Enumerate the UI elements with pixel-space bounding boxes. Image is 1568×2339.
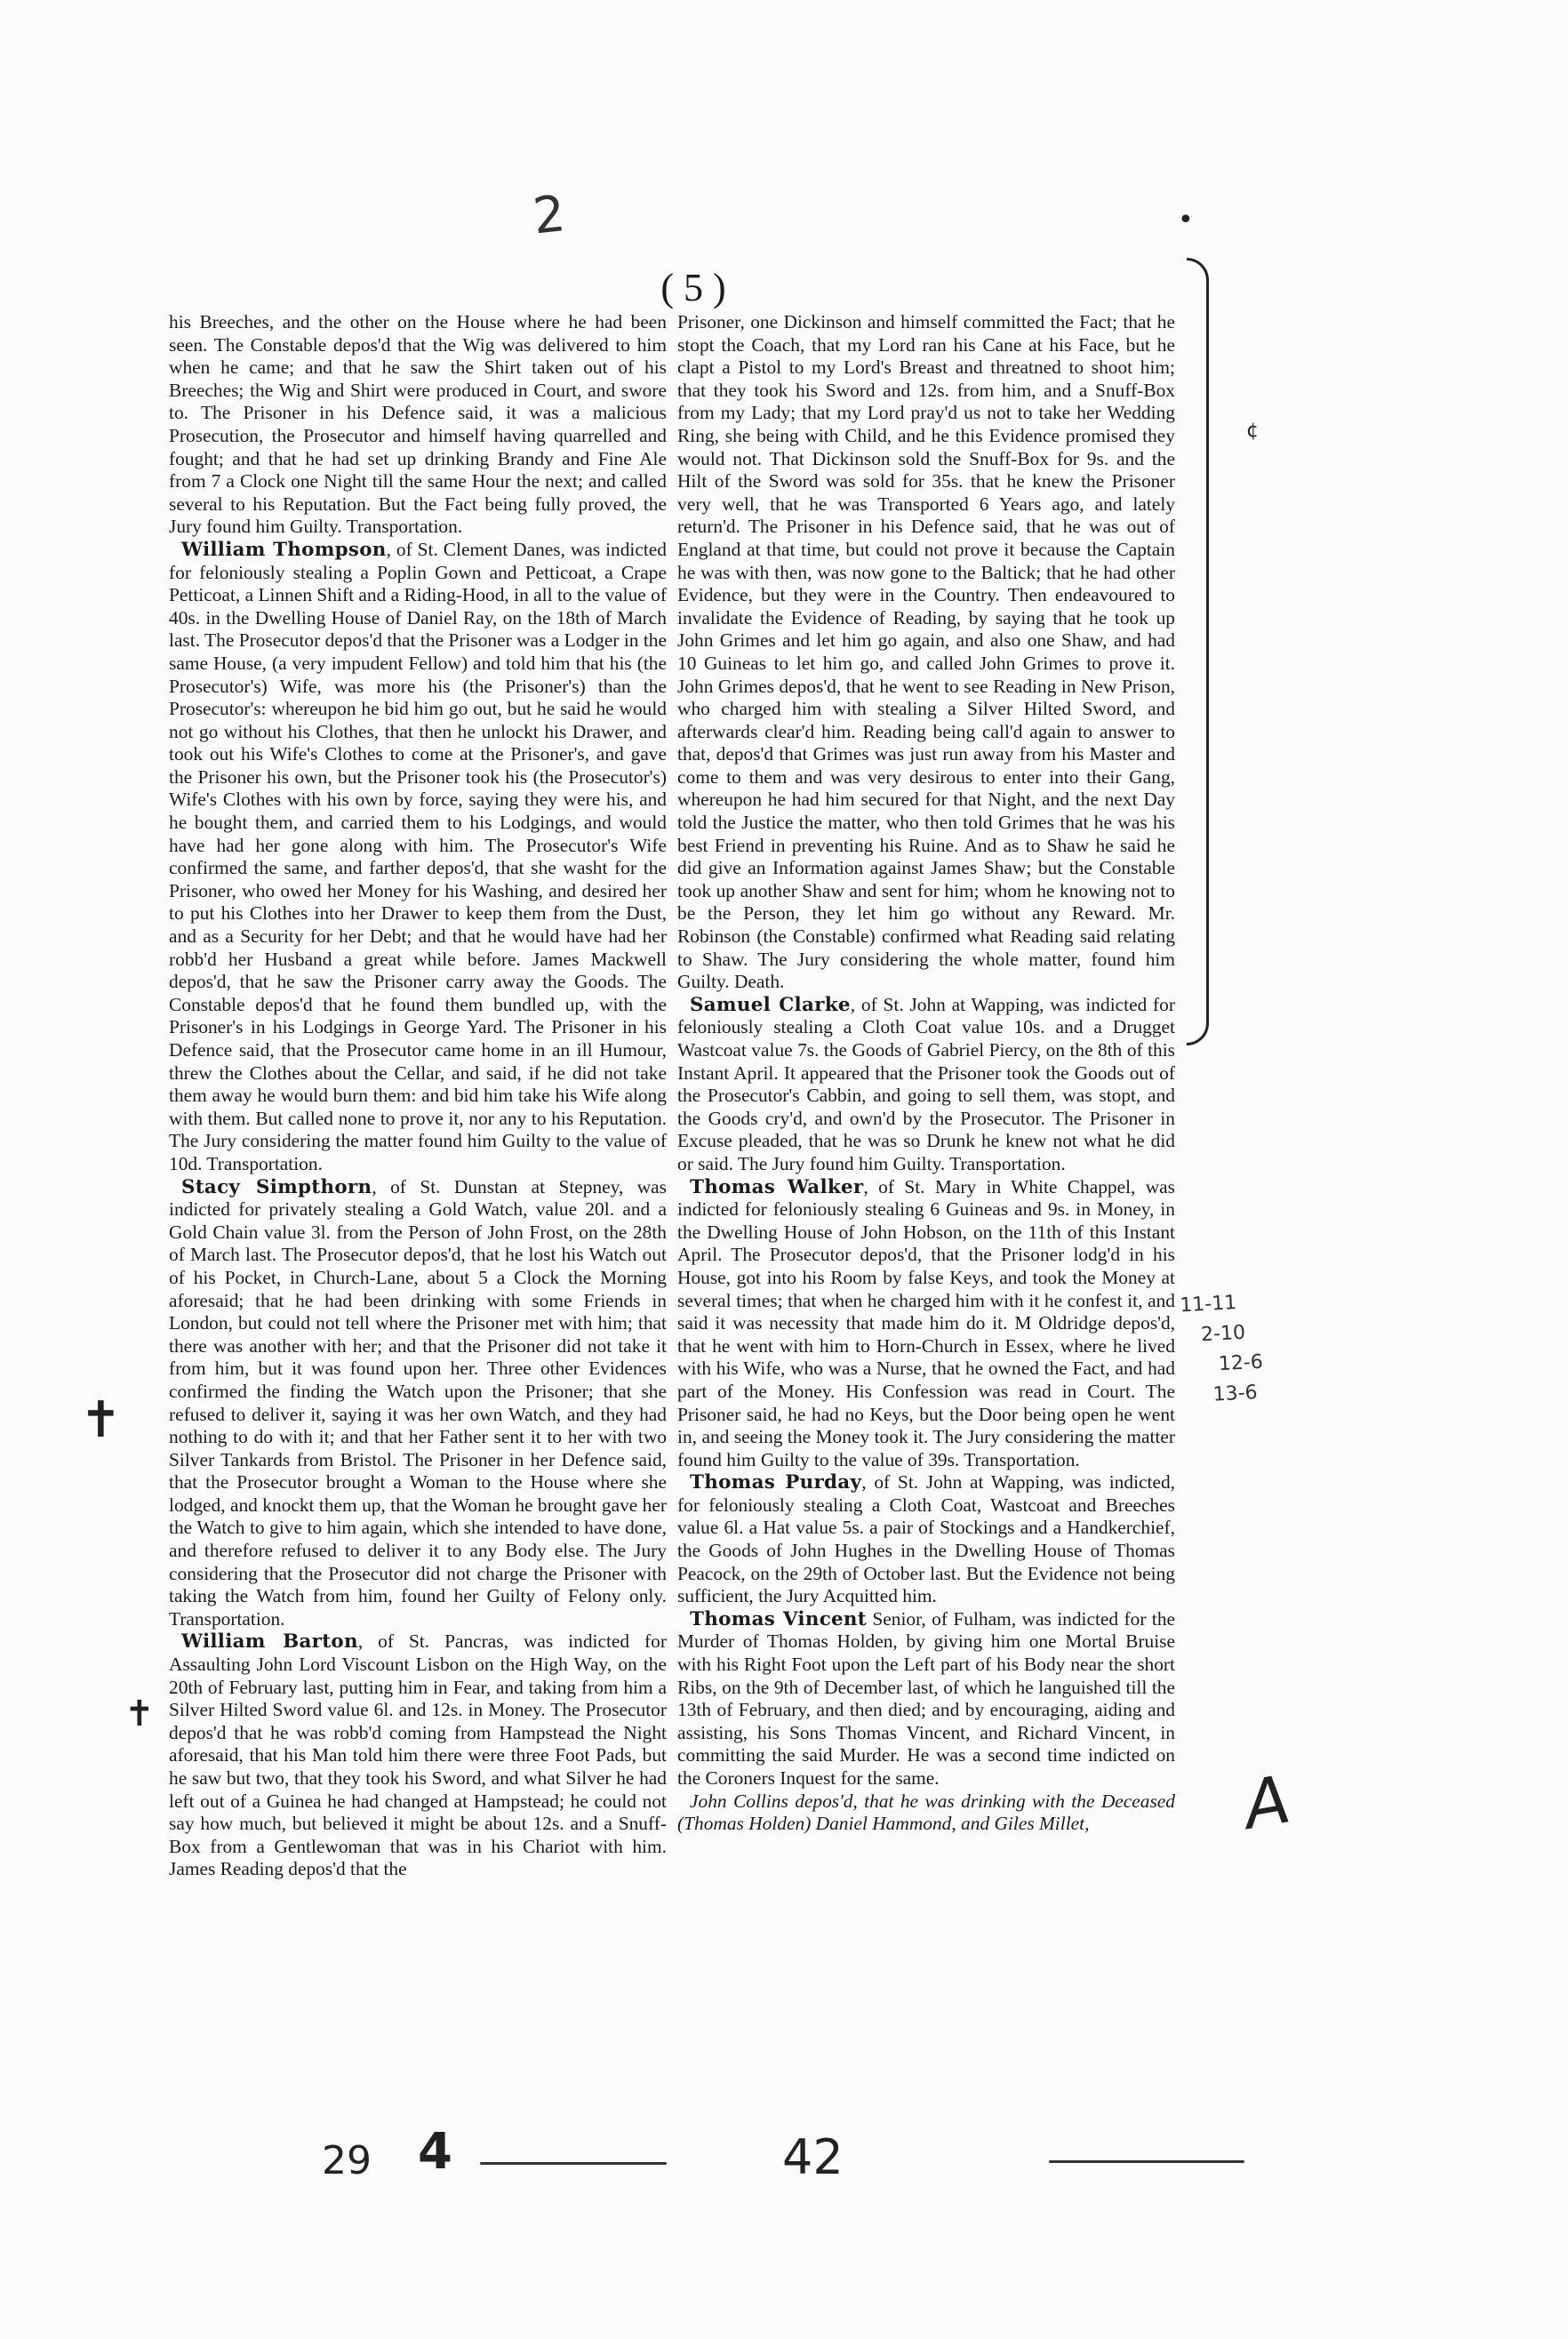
defendant-name: Thomas Vincent [690, 1607, 867, 1630]
paragraph: John Collins depos'd, that he was drinking with the Deceased (Thomas Holden) Daniel Hammond, and Giles Millet, [677, 1790, 1175, 1835]
footer-rule [1049, 2160, 1244, 2163]
entry-paragraph [677, 1608, 1175, 1790]
right-column [677, 311, 1175, 1836]
footer-rule [480, 2162, 667, 2165]
margin-figure: 13-6 [1212, 1382, 1259, 1406]
entry-text: , of St. John at Wapping, was indicted for feloniously stealing a Cloth Coat value 10s. and a Drugget Wastcoat value 7s. the Goods of Gabriel Piercy, on the 8th of this Instant April. It appeared that the Prisoner took the Goods out of the Prosecutor's Cabbin, and going to sell them, was stopt, and the Goods cry'd, and own'd by the Prosecutor. The Prisoner in Excuse pleaded, that he was so Drunk he knew not what he did or said. The Jury found him Guilty. Transportation. [677, 993, 1175, 1174]
entry-paragraph [677, 994, 1175, 1176]
paragraph: his Breeches, and the other on the House where he had been seen. The Constable depos'd that the Wig was delivered to him when he came; and that he saw the Shirt taken out of his Breeches; the Wig and Shirt were produced in Court, and swore to. The Prisoner in his Defence said, it was a malicious Prosecution, the Prosecutor and himself having quarrelled and fought; and that he had set up drinking Brandy and Fine Ale from 7 a Clock one Night till the same Hour the next; and called several to his Reputation. But the Fact being fully proved, the Jury found him Guilty. Transportation. [169, 311, 667, 538]
entry-text: , of St. Pancras, was indicted for Assaulting John Lord Viscount Lisbon on the High Way, on the 20th of February last, putting him in Fear, and taking from him a Silver Hilted Sword value 6l. and 12s. in Money. The Prosecutor depos'd that he was robb'd coming from Hampstead the Night aforesaid, that his Man told him there were three Foot Pads, but he saw but two, that they took his Sword, and what Silver he had left out of a Guinea he had changed at Hampstead; he could not say how much, but believed it might be about 12s. and a Snuff-Box from a Gentlewoman that was in his Chariot with him. James Reading depos'd that the [169, 1630, 667, 1880]
footer-mark: 4 [418, 2123, 452, 2181]
left-column [169, 311, 667, 1881]
paragraph: Prisoner, one Dickinson and himself committed the Fact; that he stopt the Coach, that my Lord ran his Cane at his Face, but he clapt a Pistol to my Lord's Breast and threatned to shoot him; that they took his Sword and 12s. from him, and a Snuff-Box from my Lady; that my Lord pray'd us not to take her Wedding Ring, she being with Child, and he this Evidence promised they would not. That Dickinson sold the Snuff-Box for 9s. and the Hilt of the Sword was sold for 35s. that he knew the Prisoner very well, that he was Transported 6 Years ago, and lately return'd. The Prisoner in his Defence said, that he was out of England at that time, but could not prove it because the Captain he was with then, was now gone to the Baltick; that he had other Evidence, but they were in the Country. Then endeavoured to invalidate the Evidence of Reading, by saying that he took up John Grimes and let him go again, and also one Shaw, and had 10 Guineas to let him go, and called John Grimes to prove it. John Grimes depos'd, that he went to see Reading in New Prison, who charged him with stealing a Silver Hilted Sword, and afterwards clear'd him. Reading being call'd again to answer to that, depos'd that Grimes was just run away from his Master and come to them and was very desirous to enter into their Gang, whereupon he had him secured for that Night, and the next Day told the Justice the matter, who then told Grimes that he was his best Friend in preventing his Ruine. And as to Shaw he said he did give an Information against James Shaw; but the Constable took up another Shaw and sent for him; whom he knowing not to be the Person, they let him go without any Reward. Mr. Robinson (the Constable) confirmed what Reading said relating to Shaw. The Jury considering the whole matter, found him Guilty. Death. [677, 311, 1175, 993]
margin-bracket [1187, 258, 1209, 1045]
entry-text: , of St. Mary in White Chappel, was indicted for feloniously stealing 6 Guineas and 9s. in Money, in the Dwelling House of John Hobson, on the 11th of this Instant April. The Prosecutor depos'd, that the Prisoner lodg'd in his House, got into his Room by false Keys, and took the Money at several times; that when he charged him with it he confest it, and said it was necessity that made him do it. M Oldridge depos'd, that he went with him to Horn-Church in Essex, where he lived with his Wife, who was a Nurse, that he owned the Fact, and had part of the Money. His Confession was read in Court. The Prisoner said, he had no Keys, but the Door being open he went in, and seeing the Money took it. The Jury considering the matter found him Guilty to the value of 39s. Transportation. [677, 1175, 1175, 1470]
entry-paragraph [169, 539, 667, 1176]
top-handwritten-mark: 2 [530, 185, 563, 246]
margin-cross-mark: ✝ [124, 1694, 155, 1734]
defendant-name: Samuel Clarke [690, 993, 851, 1016]
defendant-name: Thomas Purday [690, 1471, 862, 1494]
entry-text: , of St. John at Wapping, was indicted, for feloniously stealing a Cloth Coat, Wastcoat and Breeches value 6l. a Hat value 5s. a pair of Stockings and a Handkerchief, the Goods of John Hughes in the Dwelling House of Thomas Peacock, on the 29th of October last. But the Evidence not being sufficient, the Jury Acquitted him. [677, 1471, 1175, 1607]
footer-right-number: 42 [782, 2129, 844, 2185]
entry-paragraph [169, 1630, 667, 1881]
defendant-name: Thomas Walker [690, 1175, 864, 1198]
margin-small-mark: ¢ [1246, 420, 1259, 442]
defendant-name: William Barton [181, 1630, 358, 1654]
margin-figure: 2-10 [1200, 1321, 1246, 1347]
defendant-name: William Thompson [181, 538, 387, 561]
top-dot-mark: • [1178, 204, 1194, 236]
page-number: ( 5 ) [660, 266, 726, 309]
margin-figure: 11-11 [1179, 1292, 1237, 1318]
entry-paragraph [169, 1176, 667, 1631]
entry-text: , of St. Clement Danes, was indicted for feloniously stealing a Poplin Gown and Petticoat, a Crape Petticoat, a Linnen Shift and a Riding-Hood, in all to the value of 40s. in the Dwelling House of Daniel Ray, on the 18th of March last. The Prosecutor depos'd that the Prisoner was a Lodger in the same House, (a very impudent Fellow) and told him that his (the Prosecutor's) Wife, was more his (the Prisoner's) than the Prosecutor's: whereupon he bid him go out, but he said he would not go without his Clothes, that then he unlockt his Drawer, and took out his Wife's Clothes to come at the Prisoner's, and gave the Prisoner his own, but the Prisoner took his (the Prosecutor's) Wife's Clothes with his own by force, saying they were his, and he bought them, and carried them to his Lodgings, and would have had her gone along with him. The Prosecutor's Wife confirmed the same, and farther depos'd, that she washt for the Prisoner, who owed her Money for his Washing, and desired her to put his Clothes into her Drawer to keep them from the Dust, and as a Security for her Debt; and that he would have had her robb'd her Husband a great while before. James Mackwell depos'd, that he saw the Prisoner carry away the Goods. The Constable depos'd that he found them bundled up, with the Prisoner's in his Lodgings in George Yard. The Prisoner in his Defence said, that the Prosecutor came home in an ill Humour, threw the Clothes about the Cellar, and said, if he did not take them away he would burn them: and bid him take his Wife along with them. But called none to prove it, nor any to his Reputation. The Jury considering the matter found him Guilty to the value of 10d. Transportation. [169, 538, 667, 1174]
entry-paragraph [677, 1176, 1175, 1472]
margin-cross-mark: ✝ [80, 1391, 122, 1449]
entry-text: Senior, of Fulham, was indicted for the Murder of Thomas Holden, by giving him one Mortal Bruise with his Right Foot upon the Left part of his Body near the short Ribs, on the 9th of December last, of which he languished till the 13th of February, and then died; and by encouraging, aiding and assisting, his Sons Thomas Vincent, and Richard Vincent, in committing the said Murder. He was a second time indicted on the Coroners Inquest for the same. [677, 1607, 1176, 1789]
margin-figures [1180, 1287, 1266, 1413]
margin-figure: 12-6 [1218, 1350, 1264, 1376]
entry-paragraph [677, 1471, 1175, 1608]
margin-symbol-mark: A [1237, 1761, 1296, 1845]
entry-text: , of St. Dunstan at Stepney, was indicted for privately stealing a Gold Watch, value 20l. and a Gold Chain value 3l. from the Person of John Frost, on the 28th of March last. The Prosecutor depos'd, that he lost his Watch out of his Pocket, in Church-Lane, about 5 a Clock the Morning aforesaid; that he had been drinking with some Friends in London, but could not tell where the Prisoner met with him; that there was another with her; and that the Prisoner did not take it from him, but it was found upon her. Three other Evidences confirmed the finding the Watch upon the Prisoner; that she refused to deliver it, saying it was her own Watch, and they had nothing to do with it; and that her Father sent it to her with two Silver Tankards from Bristol. The Prisoner in her Defence said, that the Prosecutor brought a Woman to the House where she lodged, and knockt them up, that the Woman he brought gave her the Watch to give to him again, which she intended to have done, and therefore refused to deliver it to any Body else. The Jury considering that the Prosecutor did not charge the Prisoner with taking the Watch from him, found her Guilty of Felony only. Transportation. [169, 1175, 668, 1630]
defendant-name: Stacy Simpthorn [181, 1175, 372, 1198]
footer-left-number: 29 [322, 2138, 372, 2183]
